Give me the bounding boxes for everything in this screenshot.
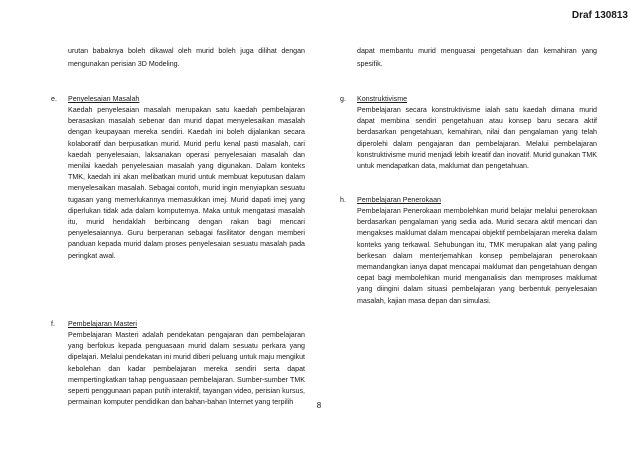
section-g-body: Pembelajaran secara konstruktivisme ialah satu kaedah dimana murid dapat membina sendiri pengetahuan atau konsep baru secara aktif berdasarkan pengetahuan, kemahiran, nilai dan pengalaman yang telah diperolehi dalam pengajaran dan pembelajaran. Melalui pembelajaran konstruktivisme murid menjadi lebih kreatif dan inovatif. Murid gunakan TMK untuk mendapatkan data, maklumat dan pengetahuan.: [357, 106, 597, 171]
page-number: 8: [316, 401, 322, 410]
section-e-letter: e.: [51, 95, 57, 103]
draft-label: Draf 130813: [571, 10, 628, 21]
section-f-heading: Pembelajaran Masteri: [68, 320, 137, 328]
section-h-letter: h.: [340, 196, 346, 204]
section-h-body: Pembelajaran Penerokaan membolehkan murid belajar melalui penerokaan berdasarkan pengalaman yang sedia ada. Murid secara aktif mencari dan mengakses maklumat dalam mencapai objektif pembelajaran mereka dalam konteks yang terkawal. Sehubungan itu, TMK merupakan alat yang paling berkesan dalam menterjemahkan konsep pembelajaran penerokaan memandangkan ianya dapat mencapai maklumat dan pengetahuan dengan cepat bagi membolehkan murid menganalisis dan memproses maklumat yang diingini dalam situasi pembelajaran yang berbentuk penyelesaian masalah, kajian masa depan dan simulasi.: [357, 207, 597, 305]
section-f-body: Pembelajaran Masteri adalah pendekatan pengajaran dan pembelajaran yang berfokus kepada penguasaan murid dalam sesuatu perkara yang dipelajari. Melalui pendekatan ini murid diberi peluang untuk maju mengikut kebolehan dan kadar pembelajaran mereka sendiri serta dapat mempertingkatkan tahap penguasaan pembelajaran. Sumber-sumber TMK seperti penggunaan papan putih interaktif, tayangan video, perisian kursus, permainan komputer pendidikan dan bahan-bahan Internet yang terpilih: [68, 331, 305, 407]
section-f-letter: f.: [51, 320, 55, 328]
right-intro-text: dapat membantu murid menguasai pengetahuan dan kemahiran yang spesifik.: [357, 47, 597, 68]
section-e-body: Kaedah penyelesaian masalah merupakan satu kaedah pembelajaran berasaskan masalah sebenar dan murid dapat menyelesaikan masalah dengan keupayaan mereka sendiri. Kaedah ini boleh dijalankan secara kolaboratif dan berpusatkan murid. Murid perlu kenal pasti masalah, cari kaedah penyelesaian, laksanakan operasi penyelesaian masalah dan menilai kaedah penyelesaian masalah yang digunakan. Dalam konteks TMK, kaedah ini akan melibatkan murid untuk membuat keputusan dalam menyelesaikan masalah. Sebagai contoh, murid ingin menyiapkan sesuatu tugasan yang memerlukannya memasukkan imej. Murid dapati imej yang diperlukan tidak ada dalam komputernya. Maka untuk mengatasi masalah itu, murid hendaklah berbincang dengan rakan bagi mencari penyelesaiannya. Guru berperanan sebagai fasilitator dengan memberi panduan kepada murid dalam proses penyelesaian sesuatu masalah pada peringkat awal.: [68, 106, 305, 260]
section-g-letter: g.: [340, 95, 346, 103]
left-intro-text: urutan babaknya boleh dikawal oleh murid boleh juga dilihat dengan mengunakan perisian 3D Modeling.: [68, 47, 305, 68]
section-h-heading: Pembelajaran Penerokaan: [357, 196, 441, 204]
section-e-heading: Penyelesaian Masalah: [68, 95, 140, 103]
section-g-heading: Konstruktivisme: [357, 95, 408, 103]
